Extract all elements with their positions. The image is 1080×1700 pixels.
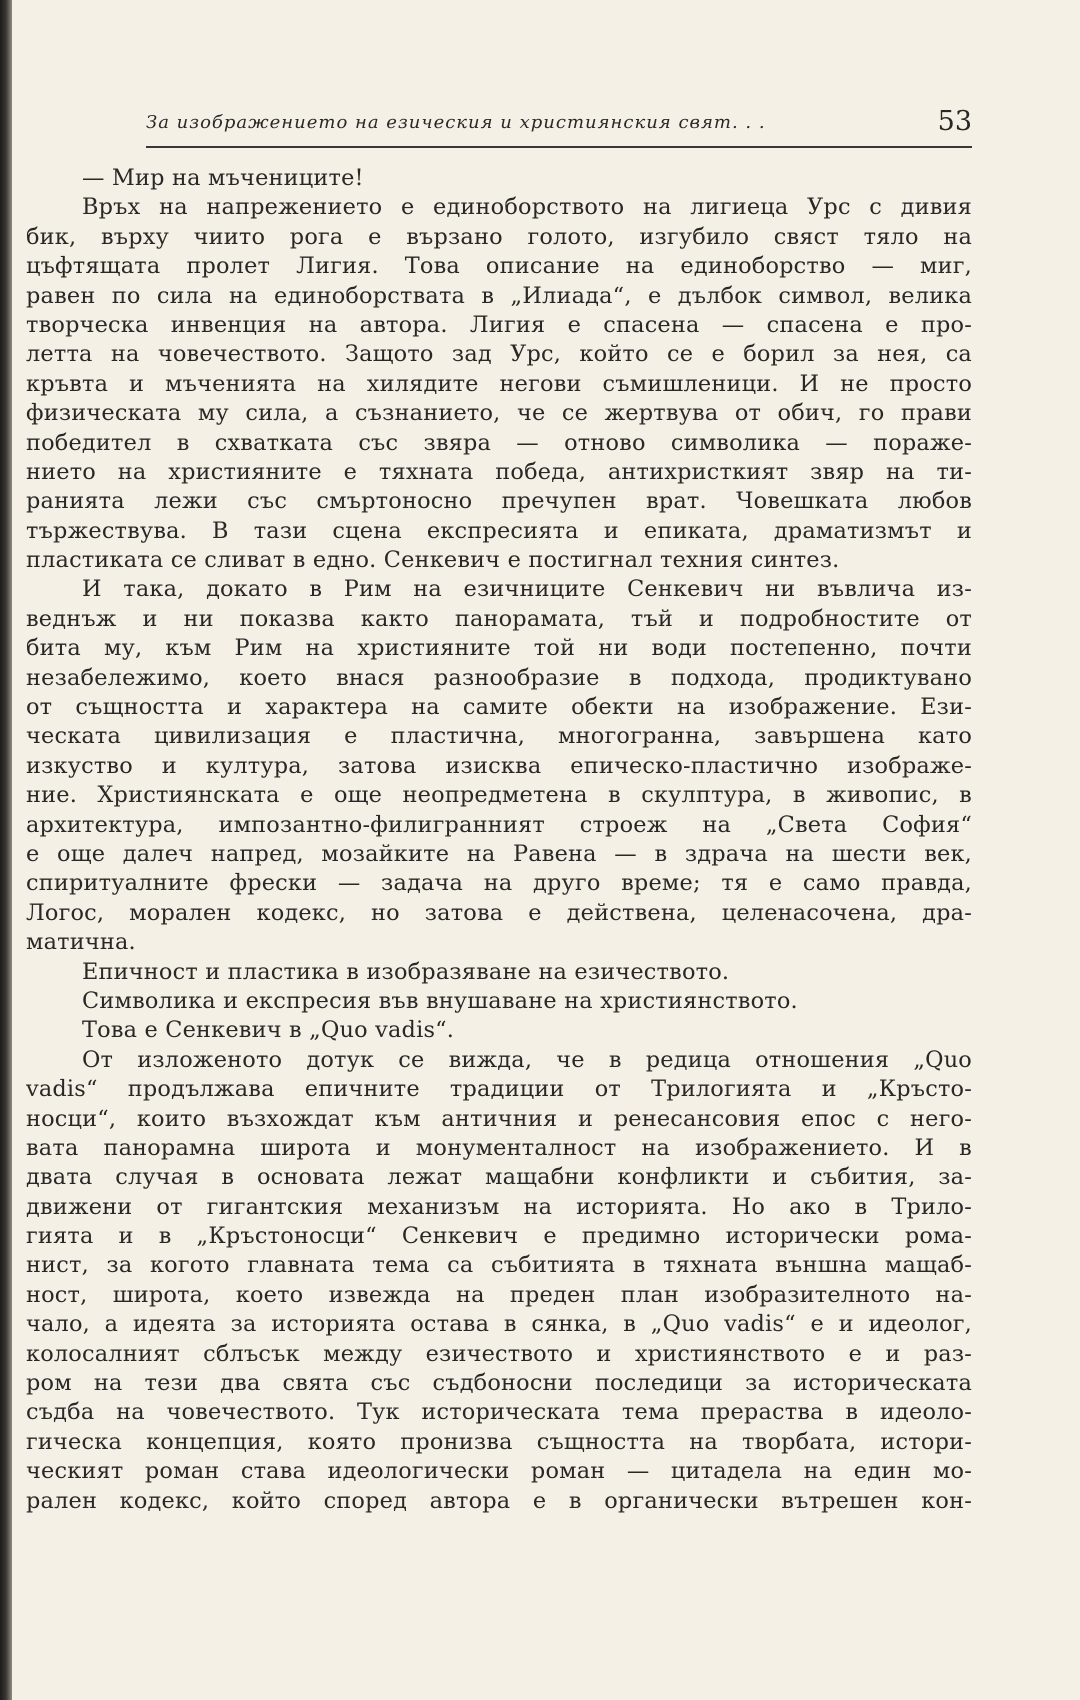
text-line: бик, върху чиито рога е вързано голото, изгубило свяст тяло на [26, 223, 972, 250]
text-line: нието на християните е тяхната победа, антихристкият звяр на ти- [26, 458, 972, 485]
text-line: равен по сила на единоборствата в „Илиада“, е дълбок символ, велика [26, 282, 972, 309]
text-line: ност, широта, което извежда на преден план изобразителното на- [26, 1281, 972, 1308]
text-line: архитектура, импозантно-филигранният строеж на „Света София“ [26, 811, 972, 838]
text-line: кръвта и мъченията на хилядите негови съмишленици. И не просто [26, 370, 972, 397]
text-line: матична. [26, 929, 136, 956]
text-line: е още далеч напред, мозайките на Равена — в здрача на шести век, [26, 840, 972, 867]
text-line: ром на тези два свята със съдбоносни последици за историческата [26, 1370, 972, 1397]
text-line: бита му, към Рим на християните той ни води постепенно, почти [26, 635, 972, 662]
text-line: vadis“ продължава епичните традиции от Трилогията и „Кръсто- [26, 1076, 972, 1103]
text-line: съдба на човечеството. Тук историческата тема прераства в идеоло- [26, 1399, 972, 1426]
text-line: от същността и характера на самите обекти на изображение. Ези- [26, 694, 972, 721]
text-line: цъфтящата пролет Лигия. Това описание на единоборство — миг, [26, 253, 972, 280]
text-line: движени от гигантския механизъм на историята. Но ако в Трило- [26, 1193, 972, 1220]
text-line: летта на човечеството. Защото зад Урс, който се е борил за нея, са [26, 341, 972, 368]
text-line: чало, а идеята за историята остава в сянка, в „Quo vadis“ е и идеолог, [26, 1311, 972, 1338]
text-line: Това е Сенкевич в „Quo vadis“. [82, 1017, 455, 1044]
text-line: двата случая в основата лежат мащабни конфликти и събития, за- [26, 1164, 972, 1191]
text-line: пластиката се сливат в едно. Сенкевич е постигнал техния синтез. [26, 547, 840, 574]
text-line: веднъж и ни показва както панорамата, тъй и подробностите от [26, 605, 972, 632]
text-line: ческата цивилизация е пластична, многогранна, завършена като [26, 723, 972, 750]
text-line: ранията лежи със смъртоносно пречупен врат. Човешката любов [26, 488, 972, 515]
text-line: И така, докато в Рим на езичниците Сенкевич ни въвлича из- [82, 576, 972, 603]
body-text [26, 164, 972, 1516]
text-line: незабележимо, което внася разнообразие в подхода, продиктувано [26, 664, 972, 691]
text-line: — Мир на мъчениците! [82, 165, 364, 191]
text-line: гическа концепция, която пронизва същността на творбата, истори- [26, 1428, 972, 1455]
text-line: Епичност и пластика в изобразяване на езичеството. [82, 958, 730, 985]
text-line: физическата му сила, а съзнанието, че се жертвува от обич, го прави [26, 400, 972, 427]
text-line: нист, за когото главната тема са събитията в тяхната външна мащаб- [26, 1252, 972, 1279]
text-line: Логос, морален кодекс, но затова е действена, целенасочена, дра- [26, 899, 972, 926]
header-rule [146, 146, 972, 148]
page-number: 53 [937, 106, 972, 137]
text-line: вата панорамна широта и монументалност на изображението. И в [26, 1134, 972, 1161]
text-line: ние. Християнската е още неопредметена в скулптура, в живопис, в [26, 782, 972, 809]
text-line: Връх на напрежението е единоборството на лигиеца Урс с дивия [82, 194, 972, 221]
text-line: рален кодекс, който според автора е в органически вътрешен кон- [26, 1487, 972, 1514]
text-line: Символика и експресия във внушаване на християнството. [82, 987, 798, 1014]
text-line: изкуство и култура, затова изисква епическо-пластично изображе- [26, 752, 972, 779]
running-title: За изображението на езическия и християнския свят. . . [146, 112, 766, 133]
text-line: тържествува. В тази сцена експресията и епиката, драматизмът и [26, 517, 972, 544]
text-line: победител в схватката със звяра — отново символика — поражe- [26, 429, 972, 456]
text-line: ческият роман става идеологически роман — цитадела на един мо- [26, 1458, 972, 1485]
text-line: носци“, които възхождат към античния и ренесансовия епос с него- [26, 1105, 972, 1132]
text-line: творческа инвенция на автора. Лигия е спасена — спасена е про- [26, 311, 972, 338]
text-line: спиритуалните фрески — задача на друго време; тя е само правда, [26, 870, 972, 897]
text-line: От изложеното дотук се вижда, че в редица отношения „Quo [82, 1046, 972, 1073]
text-line: гията и в „Кръстоносци“ Сенкевич е предимно исторически рома- [26, 1223, 972, 1250]
book-page [26, 108, 972, 1688]
text-line: колосалният сблъсък между езичеството и християнството е и раз- [26, 1340, 972, 1367]
running-head [146, 108, 972, 150]
book-spine-shadow [0, 0, 12, 1700]
